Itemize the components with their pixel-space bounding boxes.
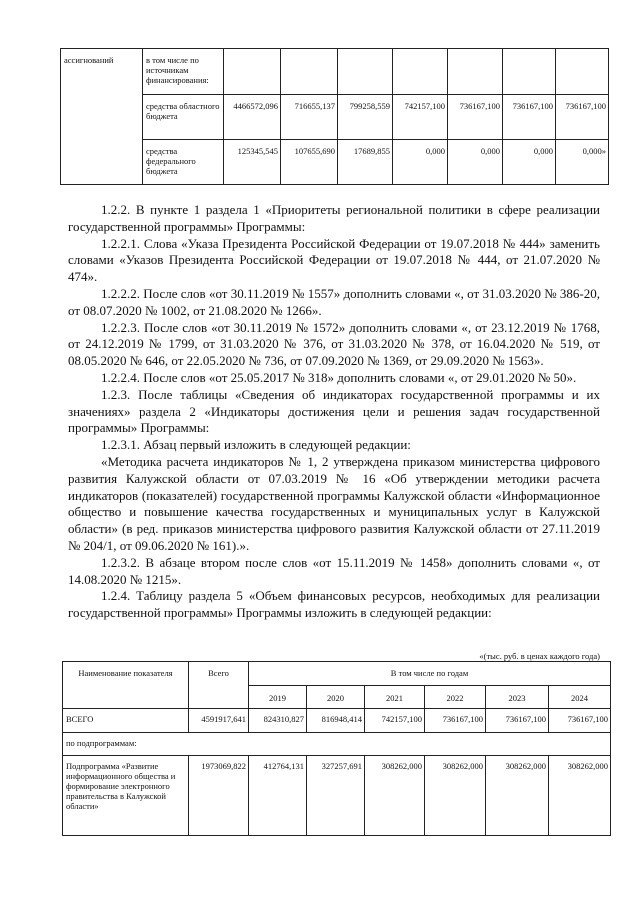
value-cell: 0,000 xyxy=(448,140,503,185)
paragraph: 1.2.2.3. После слов «от 30.11.2019 № 1572» дополнить словами «, от 23.12.2019 № 1768, от 24.12.2019 № 1799, от 31.03.2020 № 376, от 31.03.2020 № 378, от 16.04.2020 № 519, от 08.05.2020 № 646, от 22.05.2020 № 736, от 07.09.2020 № 1369, от 29.09.2020 № 1563». xyxy=(68,319,600,369)
value-cell: 736167,100 xyxy=(448,95,503,140)
value-cell: 327257,691 xyxy=(307,756,365,836)
paragraph: 1.2.3. После таблицы «Сведения об индикаторах государственной программы и их значениях» раздела 2 «Индикаторы достижения цели и решения задач государственной программы» Программы: xyxy=(68,386,600,436)
paragraph: 1.2.3.1. Абзац первый изложить в следующей редакции: xyxy=(101,437,411,453)
value-cell: 799258,559 xyxy=(338,95,393,140)
financial-resources-table xyxy=(62,661,611,836)
value-cell: 0,000 xyxy=(393,140,448,185)
value-cell: 308262,000 xyxy=(549,756,611,836)
col-header-year: 2024 xyxy=(549,686,611,709)
table-row xyxy=(61,140,609,185)
value-cell: 742157,100 xyxy=(393,95,448,140)
table-row xyxy=(61,95,609,140)
col-header-total: Всего xyxy=(189,662,249,709)
value-cell: 736167,100 xyxy=(503,95,556,140)
paragraph: «Методика расчета индикаторов № 1, 2 утверждена приказом министерства цифрового развития Калужской области от 07.03.2019 № 16 «Об утверждении методики расчета индикаторов (показателей) государственной программы Калужской области «Информационное общество и повышение качества государственных и муниципальных услуг в Калужской области» (в ред. приказов министерства цифрового развития Калужской области от 27.11.2019 № 204/1, от 09.06.2020 № 161).». xyxy=(68,453,600,553)
table-header-row xyxy=(63,662,611,686)
row-label-cell: ВСЕГО xyxy=(63,709,189,733)
col-header-year: 2019 xyxy=(249,686,307,709)
value-cell: 4591917,641 xyxy=(189,709,249,733)
row-header-cell: ассигнований xyxy=(61,49,143,185)
value-cell: 736167,100 xyxy=(556,95,609,140)
value-cell: 736167,100 xyxy=(425,709,486,733)
value-cell: 107655,690 xyxy=(281,140,338,185)
value-cell: 4466572,096 xyxy=(224,95,281,140)
value-cell: 308262,000 xyxy=(486,756,549,836)
empty-cell xyxy=(281,49,338,95)
col-header-year: 2023 xyxy=(486,686,549,709)
table-row xyxy=(63,733,611,756)
col-header-year: 2021 xyxy=(365,686,425,709)
value-cell: 125345,545 xyxy=(224,140,281,185)
value-cell: 742157,100 xyxy=(365,709,425,733)
value-cell: 736167,100 xyxy=(486,709,549,733)
empty-cell xyxy=(448,49,503,95)
table-row xyxy=(61,49,609,95)
value-cell: 0,000 xyxy=(503,140,556,185)
row-label-cell: средства областного бюджета xyxy=(143,95,224,140)
empty-cell xyxy=(224,49,281,95)
value-cell: 736167,100 xyxy=(549,709,611,733)
paragraph: 1.2.2.2. После слов «от 30.11.2019 № 1557» дополнить словами «, от 31.03.2020 № 386-20, от 08.07.2020 № 1002, от 21.08.2020 № 1266». xyxy=(68,285,600,318)
value-cell: 0,000» xyxy=(556,140,609,185)
empty-cell xyxy=(393,49,448,95)
financing-sources-table xyxy=(60,48,609,185)
empty-cell xyxy=(338,49,393,95)
value-cell: 308262,000 xyxy=(425,756,486,836)
paragraph: 1.2.2.1. Слова «Указа Президента Российской Федерации от 19.07.2018 № 444» заменить словами «Указов Президента Российской Федерации от 19.07.2018 № 444, от 21.07.2020 № 474». xyxy=(68,235,600,285)
col-header-year: 2020 xyxy=(307,686,365,709)
value-cell: 412764,131 xyxy=(249,756,307,836)
col-header-years-group: В том числе по годам xyxy=(249,662,611,686)
value-cell: 824310,827 xyxy=(249,709,307,733)
row-label-cell: средства федерального бюджета xyxy=(143,140,224,185)
col-header-year: 2022 xyxy=(425,686,486,709)
units-note: «(тыс. руб. в ценах каждого года) xyxy=(479,651,600,661)
sub-label-cell: в том числе по источникам финансирования: xyxy=(143,49,224,95)
row-label-cell: Подпрограмма «Развитие информационного общества и формирование электронного правительства в Калужской области» xyxy=(63,756,189,836)
table-row xyxy=(63,709,611,733)
empty-cell xyxy=(556,49,609,95)
col-header-indicator: Наименование показателя xyxy=(63,662,189,709)
table-row xyxy=(63,756,611,836)
paragraph: 1.2.3.2. В абзаце втором после слов «от 15.11.2019 № 1458» дополнить словами «, от 14.08.2020 № 1215». xyxy=(68,554,600,587)
value-cell: 1973069,822 xyxy=(189,756,249,836)
document-body xyxy=(68,202,600,622)
paragraph: 1.2.4. Таблицу раздела 5 «Объем финансовых ресурсов, необходимых для реализации государственной программы» Программы изложить в следующей редакции: xyxy=(68,588,600,621)
value-cell: 308262,000 xyxy=(365,756,425,836)
value-cell: 816948,414 xyxy=(307,709,365,733)
value-cell: 716655,137 xyxy=(281,95,338,140)
section-label-cell: по подпрограммам: xyxy=(63,733,611,756)
paragraph: 1.2.2.4. После слов «от 25.05.2017 № 318» дополнить словами «, от 29.01.2020 № 50». xyxy=(101,369,577,385)
empty-cell xyxy=(503,49,556,95)
value-cell: 17689,855 xyxy=(338,140,393,185)
paragraph: 1.2.2. В пункте 1 раздела 1 «Приоритеты региональной политики в сфере реализации государственной программы» Программы: xyxy=(68,202,600,234)
